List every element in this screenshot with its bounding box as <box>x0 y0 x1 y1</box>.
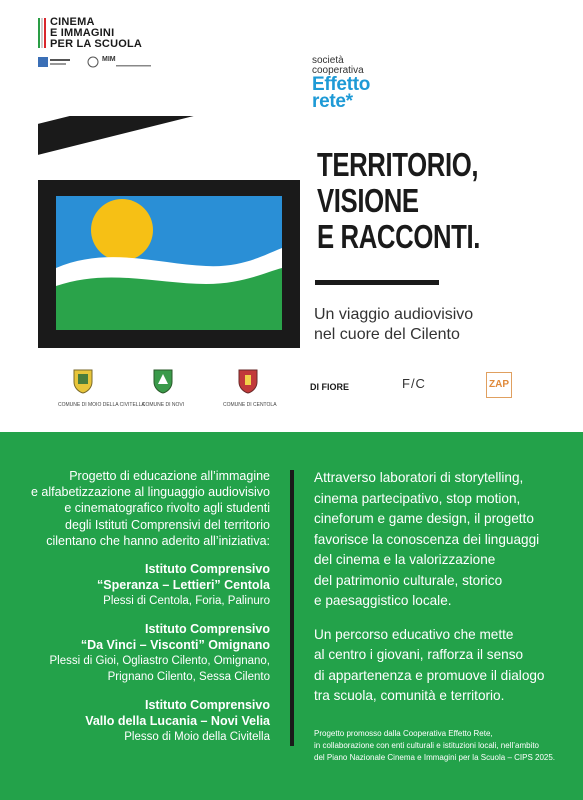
project-description <box>314 468 564 720</box>
mim-label: MIM <box>102 56 116 63</box>
partner-label-moio: COMUNE DI MOIO DELLA CIVITELLA <box>58 402 145 408</box>
clapperboard-icon <box>38 116 300 348</box>
column-divider <box>290 470 294 746</box>
paragraph-goals: Un percorso educativo che mette al centro i giovani, rafforza il senso di appartenenza e promuove il dialogo tra scuola, comunità e territorio. <box>314 626 545 703</box>
project-intro: Progetto di educazione all’immagine e alfabetizzazione al linguaggio audiovisivo e cinematografico rivolto agli studenti degli Istituti Comprensivi del territorio cilentano che hanno aderito all’iniziativa: Istituto Comprensivo “Speranza – Lettieri” Centola Plessi di Centola, Foria, Palinuro Istituto Comprensivo “Da Vinci – Visconti” Omignano Plessi di Gioi, Ogliastro Cilento, Omignano, Prignano Cilento, Sessa Cilento Istituto Comprensivo Vallo della Lucania – Novi Velia Plesso di Moio della Civitella <box>20 468 270 745</box>
headline: TERRITORIO, VISIONE E RACCONTI. <box>317 146 481 255</box>
school-novi-velia: Istituto Comprensivo Vallo della Lucania – Novi Velia Plesso di Moio della Civitella <box>85 698 270 744</box>
school-centola: Istituto Comprensivo “Speranza – Lettieri” Centola Plessi di Centola, Foria, Palinuro <box>97 562 270 608</box>
partner-zap: ZAP <box>486 372 512 398</box>
subtitle: Un viaggio audiovisivo nel cuore del Cilento <box>314 306 474 343</box>
ministry-logos <box>38 56 158 70</box>
paragraph-activities: Attraverso laboratori di storytelling, cinema partecipativo, stop motion, cineforum e game design, il progetto favorisce la conoscenza dei linguaggi del cinema e la valorizzazione del patrimonio culturale, storico e paesaggistico locale. <box>314 470 540 608</box>
partner-label-novi: COMUNE DI NOVI <box>141 402 185 408</box>
program-logo-text: CINEMA E IMMAGINI PER LA SCUOLA <box>50 16 143 50</box>
partner-logos-row <box>58 366 542 414</box>
moio-crest-icon <box>72 366 94 394</box>
partner-label-centola: COMUNE DI CENTOLA <box>223 402 277 408</box>
novi-crest-icon <box>152 366 174 394</box>
partner-fc: F/C <box>402 376 426 391</box>
poster-info-section <box>0 432 583 800</box>
school-omignano: Istituto Comprensivo “Da Vinci – Visconti” Omignano Plessi di Gioi, Ogliastro Cilento, Omignano, Prignano Cilento, Sessa Cilento <box>49 622 270 684</box>
tricolor-bars-icon <box>38 18 46 48</box>
ministry-culture-icon <box>38 56 158 70</box>
partner-di-fiore: DI FIORE <box>310 382 350 392</box>
footnote: Progetto promosso dalla Cooperativa Effetto Rete, in collaborazione con enti culturali e istituzioni locali, nell’ambito del Piano Nazionale Cinema e Immagini per la Scuola – CIPS 2025. <box>314 729 556 762</box>
headline-rule <box>315 280 439 285</box>
effetto-rete-logo: società cooperativa Effetto rete* <box>312 55 371 112</box>
centola-crest-icon <box>237 366 259 394</box>
